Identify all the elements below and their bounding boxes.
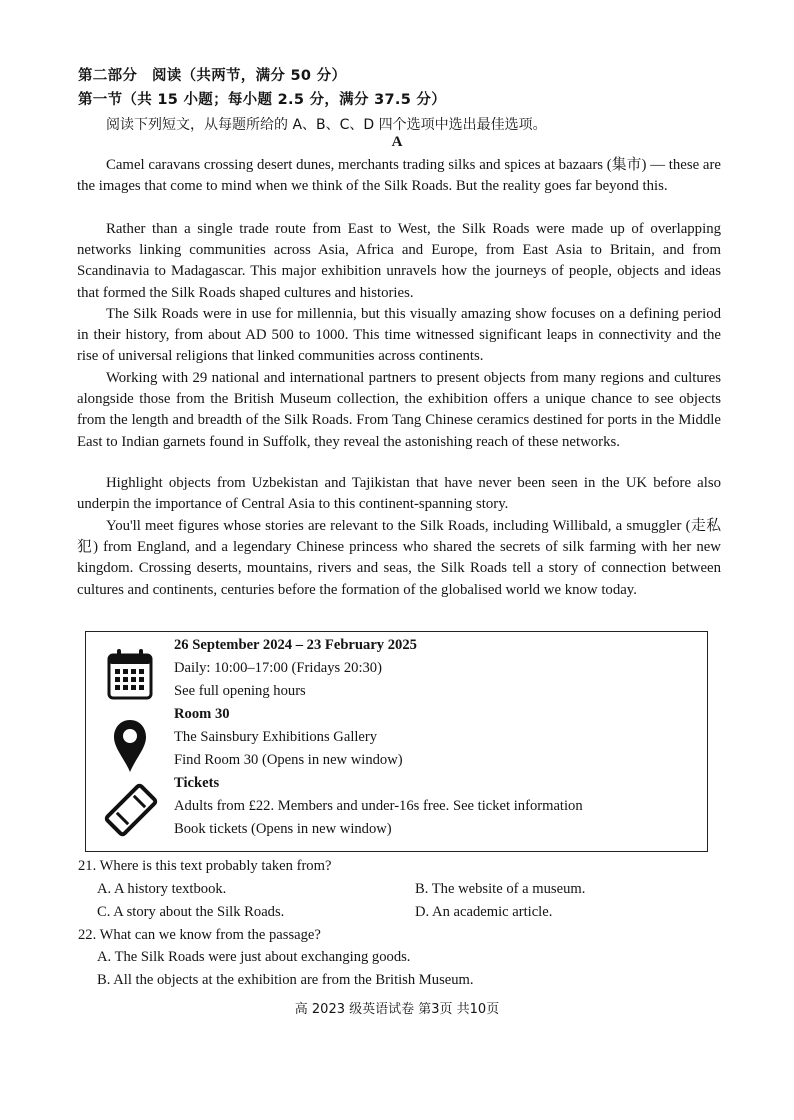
passage-paragraph-6: You'll meet figures whose stories are relevant to the Silk Roads, including Willibald, a smuggler (走私犯) from England, and a legendary Chinese princess who shared the secrets of silk farming with her new kingdom. Crossing deserts, mountains, rivers and seas, the Silk Roads tell a story of connection between cultures and continents, centuries before the formation of the globalised world we know today.	[77, 518, 721, 598]
passage-paragraph-2: Rather than a single trade route from East to West, the Silk Roads were made up of overlapping networks linking communities across Asia, Africa and Europe, from East Asia to Britain, and from Scandinavia to Madagascar. This major exhibition unravels how the journeys of people, objects and ideas that formed the Silk Roads shaped cultures and histories.	[77, 221, 721, 301]
passage-label: A	[391, 134, 403, 150]
question-21-option-c[interactable]: C. A story about the Silk Roads.	[97, 904, 285, 920]
passage-paragraph-5: Highlight objects from Uzbekistan and Tajikistan that have never been seen in the UK before also underpin the importance of Central Asia to this continent-spanning story.	[77, 475, 721, 513]
question-21-stem: 21. Where is this text probably taken from?	[78, 858, 332, 874]
question-22-stem: 22. What can we know from the passage?	[78, 927, 321, 943]
instruction-text: 阅读下列短文，从每题所给的 A、B、C、D 四个选项中选出最佳选项。	[106, 117, 547, 133]
ticket-icon	[103, 780, 159, 840]
question-21-option-b[interactable]: B. The website of a museum.	[415, 881, 586, 897]
book-tickets-link[interactable]: Book tickets (Opens in new window)	[174, 821, 392, 837]
ticket-information[interactable]: Adults from £22. Members and under-16s free. See ticket information	[174, 798, 583, 814]
question-22-option-a[interactable]: A. The Silk Roads were just about exchanging goods.	[97, 949, 411, 965]
location-pin-icon	[112, 718, 148, 774]
opening-hours: Daily: 10:00–17:00 (Fridays 20:30)	[174, 660, 382, 676]
passage-paragraph-1: Camel caravans crossing desert dunes, merchants trading silks and spices at bazaars (集市) — these are the images that come to mind when we think of the Silk Roads. But the reality goes far beyond this.	[77, 157, 721, 195]
passage-paragraph-4: Working with 29 national and international partners to present objects from many regions and cultures alongside those from the British Museum collection, the exhibition offers a unique chance to see objects from the length and breadth of the Silk Roads. From Tang Chinese ceramics destined for ports in the Middle East to Indian garnets found in Suffolk, they reveal the astonishing reach of these networks.	[77, 370, 721, 450]
room-name: The Sainsbury Exhibitions Gallery	[174, 729, 378, 745]
opening-hours-link[interactable]: See full opening hours	[174, 683, 306, 699]
question-21-option-a[interactable]: A. A history textbook.	[97, 881, 227, 897]
find-room-link[interactable]: Find Room 30 (Opens in new window)	[174, 752, 403, 768]
question-21-option-d[interactable]: D. An academic article.	[415, 904, 553, 920]
section-heading: 第一节（共 15 小题；每小题 2.5 分，满分 37.5 分）	[78, 92, 447, 108]
exhibition-info-box	[85, 631, 708, 852]
calendar-icon	[107, 648, 153, 700]
part-heading: 第二部分 阅读（共两节，满分 50 分）	[78, 68, 347, 84]
tickets-title: Tickets	[174, 775, 220, 791]
question-22-option-b[interactable]: B. All the objects at the exhibition are from the British Museum.	[97, 972, 474, 988]
exhibition-dates: 26 September 2024 – 23 February 2025	[174, 637, 417, 653]
page-footer: 高 2023 级英语试卷 第3页 共10页	[294, 1002, 500, 1017]
passage-paragraph-3: The Silk Roads were in use for millennia, but this visually amazing show focuses on a defining period in their history, from about AD 500 to 1000. This time witnessed significant leaps in connectivity and the rise of universal religions that linked communities across continents.	[77, 306, 721, 365]
room-title: Room 30	[174, 706, 230, 722]
